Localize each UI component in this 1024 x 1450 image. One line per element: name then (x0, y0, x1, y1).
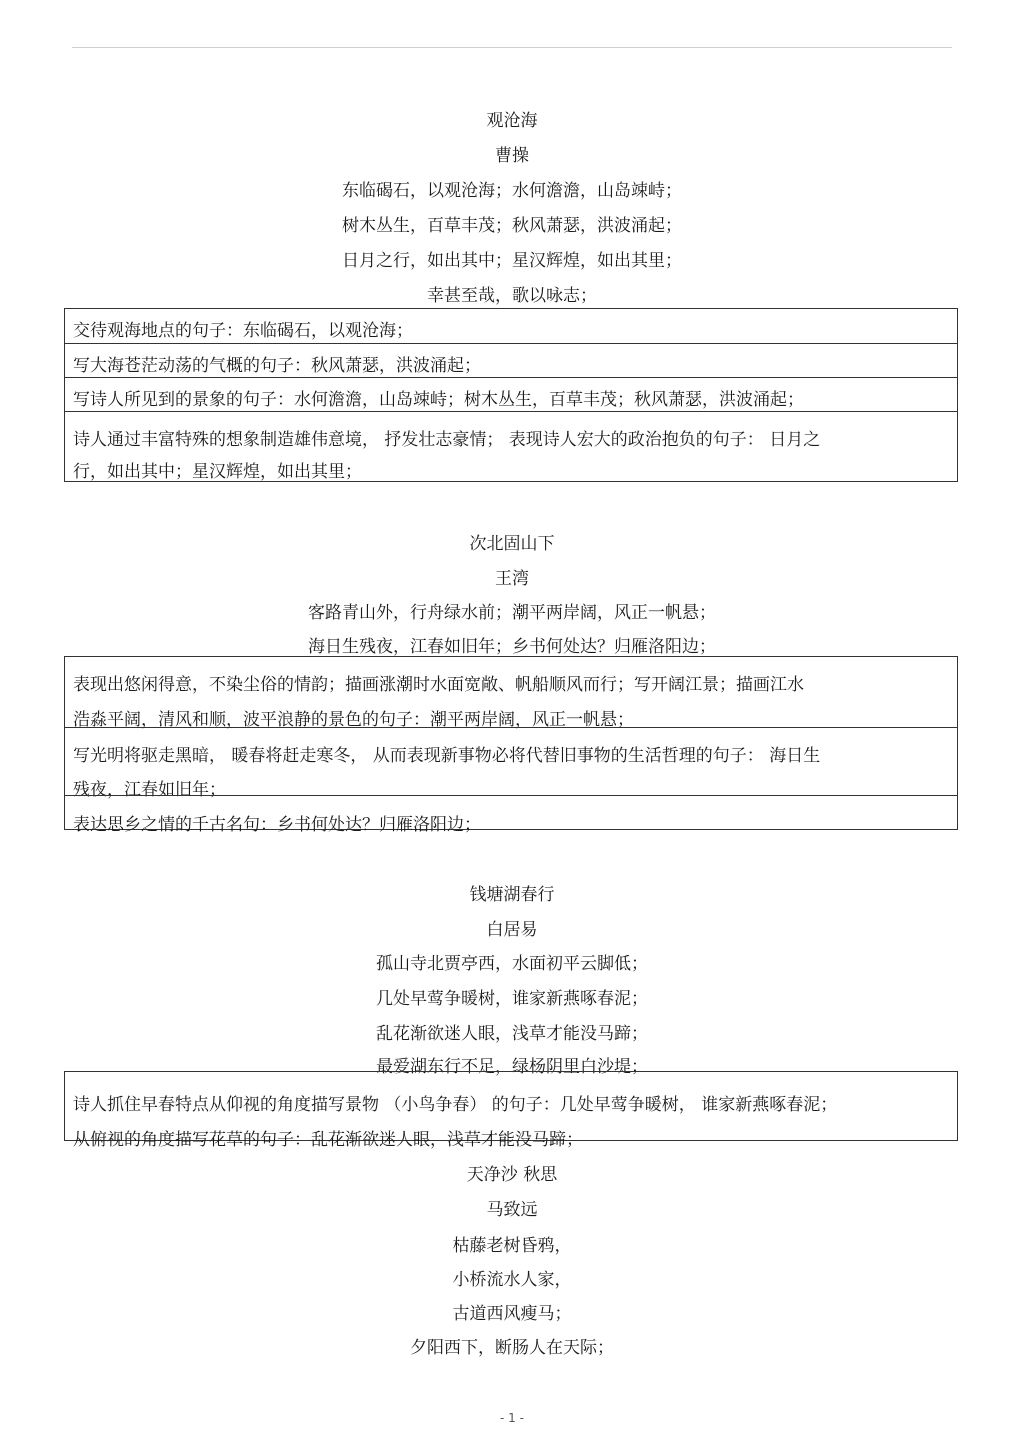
poem-line: 幸甚至哉，歌以咏志； (427, 286, 597, 306)
poem-author: 王湾 (495, 569, 529, 589)
poem-line: 客路青山外，行舟绿水前；潮平两岸阔，风正一帆悬； (308, 603, 716, 623)
poem-line: 小桥流水人家， (452, 1270, 572, 1290)
poem-title: 次北固山下 (469, 534, 555, 554)
poem-line: 枯藤老树昏鸦， (452, 1236, 572, 1256)
note-row (65, 343, 957, 378)
note-text: 诗人通过丰富特殊的想象制造雄伟意境， 抒发壮志豪情； 表现诗人宏大的政治抱负的句子： 日月之 (73, 430, 821, 450)
header-rule (72, 47, 952, 48)
note-text: 交待观海地点的句子：东临碣石，以观沧海； (73, 321, 413, 341)
note-text: 残夜，江春如旧年； (73, 780, 226, 800)
poem-line: 夕阳西下，断肠人在天际； (410, 1338, 614, 1358)
note-row (65, 727, 957, 800)
notes-table (64, 656, 958, 835)
poem-line: 古道西风瘦马； (452, 1304, 572, 1324)
poem-author: 白居易 (486, 920, 538, 940)
notes-table (64, 308, 958, 482)
poem-title: 天净沙 秋思 (466, 1165, 558, 1185)
note-row (65, 377, 957, 412)
note-row (65, 795, 957, 835)
poem-author: 曹操 (495, 146, 529, 166)
note-text: 表达思乡之情的千古名句：乡书何处达？归雁洛阳边； (73, 815, 481, 835)
note-row (65, 657, 957, 730)
note-text: 浩淼平阔，清风和顺，波平浪静的景色的句子：潮平两岸阔，风正一帆悬； (73, 710, 634, 730)
poem-title: 观沧海 (486, 111, 538, 131)
poem-line: 最爱湖东行不足，绿杨阴里白沙堤； (376, 1057, 648, 1077)
note-text: 写光明将驱走黑暗， 暖春将赶走寒冬， 从而表现新事物必将代替旧事物的生活哲理的句子： 海日生 (73, 746, 821, 766)
poem-line: 乱花渐欲迷人眼，浅草才能没马蹄； (376, 1024, 648, 1044)
notes-table (64, 1071, 958, 1150)
note-text: 表现出悠闲得意，不染尘俗的情韵；描画涨潮时水面宽敞、帆船顺风而行；写开阔江景；描画江水 (73, 675, 804, 695)
poem-line: 日月之行，如出其中；星汉辉煌，如出其里； (342, 251, 682, 271)
poem-title: 钱塘湖春行 (469, 885, 555, 905)
poem-line: 东临碣石，以观沧海；水何澹澹，山岛竦峙； (342, 181, 682, 201)
note-row (65, 1072, 957, 1150)
note-text: 写大海苍茫动荡的气概的句子：秋风萧瑟，洪波涌起； (73, 356, 481, 376)
note-text: 从俯视的角度描写花草的句子：乱花渐欲迷人眼，浅草才能没马蹄； (73, 1130, 583, 1150)
page-number: - 1 - (500, 1411, 524, 1425)
note-row (65, 309, 957, 343)
poem-line: 孤山寺北贾亭西，水面初平云脚低； (376, 954, 648, 974)
poem-author: 马致远 (486, 1200, 538, 1220)
note-text: 诗人抓住早春特点从仰视的角度描写景物 （小鸟争春） 的句子：几处早莺争暖树， 谁家新燕啄春泥； (73, 1095, 838, 1115)
poem-line: 几处早莺争暖树，谁家新燕啄春泥； (376, 989, 648, 1009)
note-row (65, 411, 957, 482)
poem-line: 树木丛生，百草丰茂；秋风萧瑟，洪波涌起； (342, 216, 682, 236)
note-text: 行，如出其中；星汉辉煌，如出其里； (73, 462, 362, 482)
poem-line: 海日生残夜，江春如旧年；乡书何处达？归雁洛阳边； (308, 637, 716, 657)
note-text: 写诗人所见到的景象的句子：水何澹澹，山岛竦峙；树木丛生，百草丰茂；秋风萧瑟，洪波涌起； (73, 390, 804, 410)
